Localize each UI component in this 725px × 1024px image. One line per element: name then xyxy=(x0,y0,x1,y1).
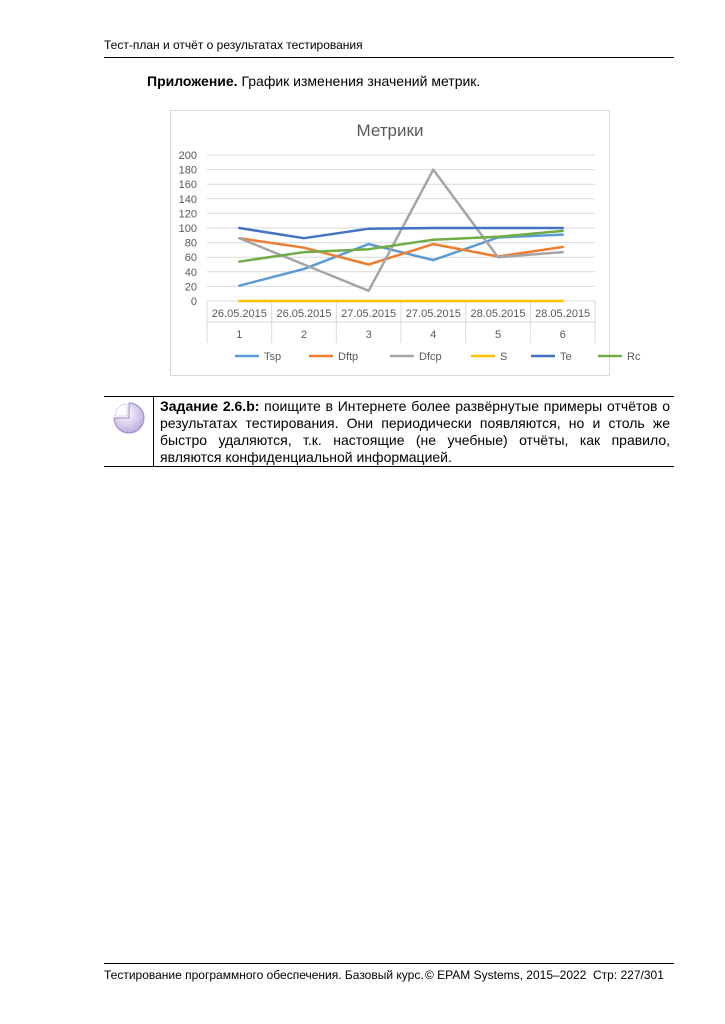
y-tick-label: 200 xyxy=(178,150,197,162)
legend-label: S xyxy=(500,351,508,363)
pie-task-icon xyxy=(111,400,147,436)
x-tick-date: 26.05.2015 xyxy=(276,308,332,320)
chart-title: Метрики xyxy=(356,121,424,140)
x-tick-date: 28.05.2015 xyxy=(470,308,526,320)
x-tick-date: 27.05.2015 xyxy=(405,308,461,320)
y-tick-label: 20 xyxy=(184,281,197,294)
y-tick-label: 180 xyxy=(178,164,197,177)
caption-text: График изменения значений метрик. xyxy=(237,73,481,89)
task-box xyxy=(104,396,674,467)
y-tick-label: 120 xyxy=(178,208,197,221)
legend-label: Tsp xyxy=(264,351,282,363)
legend-label: Rc xyxy=(627,351,641,363)
y-tick-label: 160 xyxy=(178,179,197,192)
caption-label: Приложение. xyxy=(147,73,238,89)
x-tick-index: 3 xyxy=(365,329,372,341)
chart-canvas xyxy=(171,111,641,375)
footer-divider xyxy=(104,963,674,964)
legend-label: Dftp xyxy=(338,351,359,363)
x-tick-index: 2 xyxy=(300,329,308,341)
header-divider xyxy=(104,57,674,58)
task-body: поищите в Интернете более развёрнутые примеры отчётов о результатах тестирования. Они периодически появляются, но и столь же быстро удаляются, т.к. настоящие (не учебные) отчёты, как правило, являются конфиденциальной информацией. xyxy=(160,398,671,465)
running-header: Тест-план и отчёт о результатах тестирования xyxy=(104,38,363,52)
legend-label: Te xyxy=(560,351,572,363)
x-tick-index: 6 xyxy=(559,329,566,341)
x-tick-index: 1 xyxy=(236,329,243,341)
y-tick-label: 40 xyxy=(184,266,197,279)
y-tick-label: 80 xyxy=(184,237,197,250)
y-tick-label: 100 xyxy=(178,223,197,235)
x-tick-date: 28.05.2015 xyxy=(535,308,591,320)
footer-course: Тестирование программного обеспечения. Базовый курс. xyxy=(104,968,424,982)
x-tick-index: 5 xyxy=(494,329,502,341)
metrics-chart xyxy=(170,110,641,376)
y-tick-label: 140 xyxy=(178,193,197,206)
task-icon-cell xyxy=(104,397,154,466)
y-tick-label: 60 xyxy=(184,252,197,265)
x-tick-index: 4 xyxy=(430,329,437,341)
appendix-caption xyxy=(147,73,480,89)
footer-page-number: Стр: 227/301 xyxy=(593,968,664,982)
legend-label: Dfcp xyxy=(419,351,442,363)
footer-copyright: © EPAM Systems, 2015–2022 xyxy=(425,968,587,982)
task-text xyxy=(160,398,670,466)
x-tick-date: 27.05.2015 xyxy=(341,308,397,320)
x-tick-date: 26.05.2015 xyxy=(211,308,267,320)
task-label: Задание 2.6.b: xyxy=(160,398,260,414)
y-tick-label: 0 xyxy=(190,296,197,308)
